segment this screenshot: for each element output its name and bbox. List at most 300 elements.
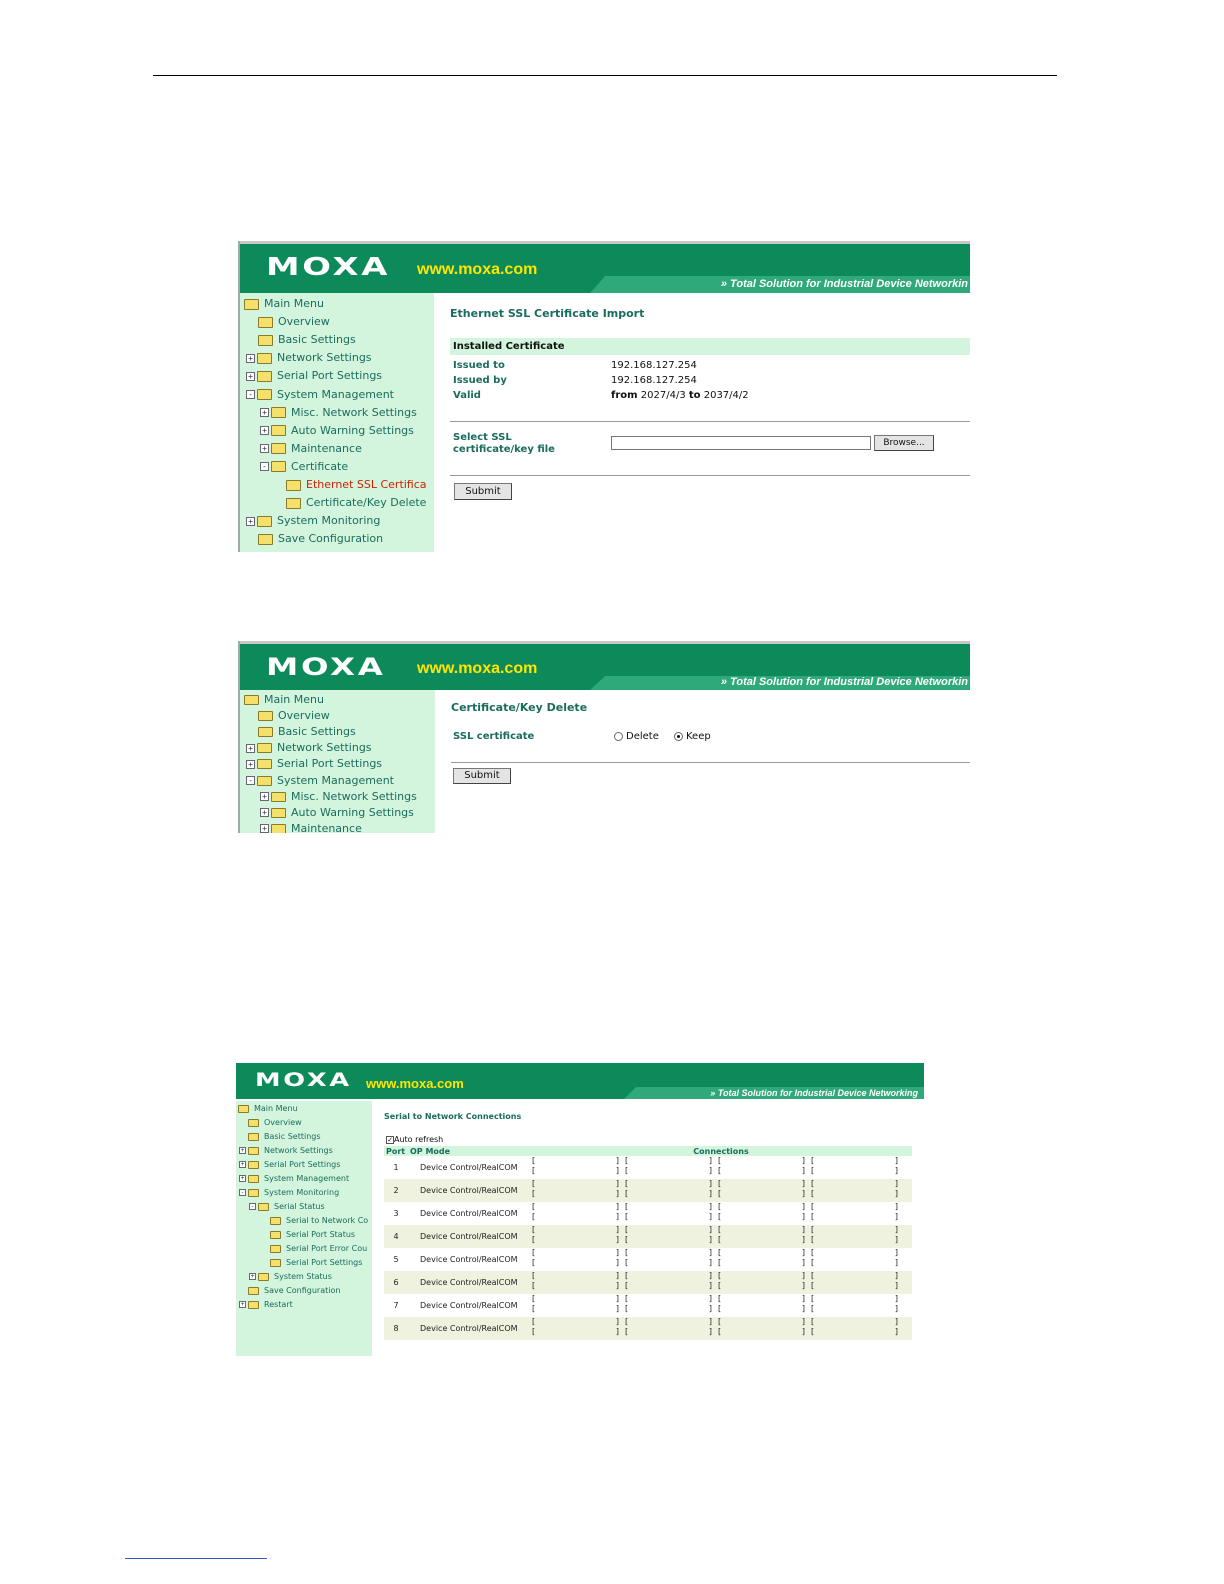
delete-option[interactable]: Delete xyxy=(614,731,659,742)
connection-slot xyxy=(811,1247,898,1258)
sidebar-item-label: Serial Port Status xyxy=(286,1230,356,1239)
op-mode-column-header: OP Mode xyxy=(408,1146,530,1156)
sidebar-item-label: System Management xyxy=(277,773,394,787)
collapse-icon[interactable]: - xyxy=(240,1189,245,1196)
connection-slot xyxy=(718,1188,805,1199)
expand-icon[interactable]: + xyxy=(246,517,255,526)
open-bracket: [ xyxy=(718,1316,722,1326)
op-mode-cell: Device Control/RealCOM xyxy=(408,1271,530,1294)
open-bracket: [ xyxy=(718,1326,722,1336)
open-bracket: [ xyxy=(532,1234,536,1244)
close-bracket: ] xyxy=(894,1211,898,1221)
open-bracket: [ xyxy=(532,1316,536,1326)
installed-certificate-header: Installed Certificate xyxy=(453,341,565,352)
close-bracket: ] xyxy=(615,1234,619,1244)
folder-icon xyxy=(258,317,273,328)
open-bracket: [ xyxy=(718,1224,722,1234)
connection-slot xyxy=(532,1188,619,1199)
sidebar-item[interactable] xyxy=(258,532,383,545)
open-bracket: [ xyxy=(625,1293,629,1303)
close-bracket: ] xyxy=(801,1234,805,1244)
folder-icon xyxy=(257,516,272,527)
sidebar-item[interactable] xyxy=(239,1160,340,1169)
moxa-banner xyxy=(240,244,970,293)
expand-icon[interactable]: + xyxy=(240,1147,245,1154)
sidebar-item[interactable] xyxy=(258,725,356,738)
folder-icon xyxy=(271,792,286,802)
connection-slot xyxy=(532,1234,619,1245)
sidebar-item[interactable] xyxy=(246,741,372,754)
banner-tagline: » Total Solution for Industrial Device Networking xyxy=(710,1088,918,1098)
moxa-url: www.moxa.com xyxy=(417,660,538,677)
connection-slot xyxy=(532,1326,619,1337)
sidebar-item-label: Serial Port Settings xyxy=(286,1258,363,1267)
sidebar-item-label: System Monitoring xyxy=(264,1188,340,1197)
sidebar-item-label: Serial Port Settings xyxy=(277,757,383,771)
sidebar-item[interactable] xyxy=(244,297,324,310)
open-bracket: [ xyxy=(625,1326,629,1336)
delete-radio[interactable] xyxy=(614,732,623,741)
open-bracket: [ xyxy=(718,1188,722,1198)
close-bracket: ] xyxy=(615,1326,619,1336)
connection-slot xyxy=(811,1303,898,1314)
connection-slot xyxy=(718,1178,805,1189)
close-bracket: ] xyxy=(801,1211,805,1221)
open-bracket: [ xyxy=(811,1234,815,1244)
sidebar-item[interactable] xyxy=(246,757,382,770)
connection-slot xyxy=(625,1303,712,1314)
expand-icon[interactable]: + xyxy=(260,808,269,817)
sidebar-item-label: Ethernet SSL Certifica xyxy=(306,478,427,491)
folder-icon xyxy=(258,727,273,737)
valid-value: from 2027/4/3 to 2037/4/2 xyxy=(611,390,749,401)
connection-slot xyxy=(718,1211,805,1222)
close-bracket: ] xyxy=(615,1247,619,1257)
sidebar-item[interactable] xyxy=(239,1174,349,1183)
folder-icon xyxy=(248,1287,259,1295)
sidebar-item[interactable] xyxy=(286,478,427,491)
close-bracket: ] xyxy=(708,1270,712,1280)
close-bracket: ] xyxy=(708,1247,712,1257)
sidebar-item[interactable] xyxy=(248,1132,321,1141)
open-bracket: [ xyxy=(532,1211,536,1221)
sidebar-item-label: System Management xyxy=(277,387,394,401)
close-bracket: ] xyxy=(894,1326,898,1336)
port-cell: 1 xyxy=(384,1156,408,1179)
expand-icon[interactable]: + xyxy=(246,354,255,363)
moxa-logo: MOXA xyxy=(266,653,386,681)
open-bracket: [ xyxy=(718,1155,722,1165)
close-bracket: ] xyxy=(801,1165,805,1175)
open-bracket: [ xyxy=(625,1303,629,1313)
sidebar-item-label: Serial Port Settings xyxy=(264,1160,341,1169)
sidebar-item[interactable] xyxy=(260,460,348,473)
folder-icon xyxy=(271,425,286,436)
sidebar-item-label: Serial to Network Co xyxy=(286,1216,369,1225)
page-title: Certificate/Key Delete xyxy=(451,701,588,714)
close-bracket: ] xyxy=(894,1293,898,1303)
sidebar-item-label: Basic Settings xyxy=(278,725,356,739)
sidebar-item[interactable] xyxy=(270,1244,367,1253)
close-bracket: ] xyxy=(615,1270,619,1280)
open-bracket: [ xyxy=(625,1178,629,1188)
open-bracket: [ xyxy=(532,1188,536,1198)
connection-slot xyxy=(625,1165,712,1176)
connection-slot xyxy=(811,1178,898,1189)
open-bracket: [ xyxy=(532,1270,536,1280)
sidebar-item[interactable] xyxy=(260,424,414,437)
open-bracket: [ xyxy=(718,1247,722,1257)
close-bracket: ] xyxy=(708,1155,712,1165)
collapse-icon[interactable]: - xyxy=(246,390,255,399)
open-bracket: [ xyxy=(532,1326,536,1336)
footer-link-underline xyxy=(125,1558,267,1559)
open-bracket: [ xyxy=(625,1270,629,1280)
select-ssl-label-line1: Select SSL xyxy=(453,432,512,443)
expand-icon[interactable]: + xyxy=(240,1301,245,1308)
open-bracket: [ xyxy=(718,1165,722,1175)
connection-slot xyxy=(625,1188,712,1199)
close-bracket: ] xyxy=(708,1188,712,1198)
expand-icon[interactable]: + xyxy=(246,760,255,769)
sidebar-item[interactable] xyxy=(239,1146,333,1155)
open-bracket: [ xyxy=(718,1257,722,1267)
divider xyxy=(451,762,970,763)
open-bracket: [ xyxy=(811,1188,815,1198)
sidebar-item-label: System Management xyxy=(264,1174,350,1183)
main-content xyxy=(436,293,970,552)
sidebar-item-label: Main Menu xyxy=(254,1104,298,1113)
sidebar-item[interactable] xyxy=(249,1202,325,1211)
table-row xyxy=(384,1248,912,1271)
sidebar-item[interactable] xyxy=(246,388,394,401)
open-bracket: [ xyxy=(718,1201,722,1211)
valid-label: Valid xyxy=(453,390,481,401)
folder-icon xyxy=(257,776,272,786)
sidebar-item-label: Network Settings xyxy=(277,351,372,365)
connection-slot xyxy=(811,1326,898,1337)
close-bracket: ] xyxy=(615,1211,619,1221)
connection-slot xyxy=(625,1316,712,1327)
open-bracket: [ xyxy=(811,1280,815,1290)
connection-slot xyxy=(718,1293,805,1304)
folder-icon xyxy=(244,695,259,705)
expand-icon[interactable]: + xyxy=(260,792,269,801)
expand-icon[interactable]: + xyxy=(260,408,269,417)
close-bracket: ] xyxy=(894,1270,898,1280)
ssl-certificate-import-screenshot xyxy=(238,241,970,552)
sidebar-item[interactable] xyxy=(246,774,394,787)
open-bracket: [ xyxy=(532,1178,536,1188)
open-bracket: [ xyxy=(532,1257,536,1267)
connection-slot xyxy=(718,1247,805,1258)
connection-slot xyxy=(811,1316,898,1327)
expand-icon[interactable]: + xyxy=(240,1161,245,1168)
connection-slot xyxy=(811,1234,898,1245)
moxa-logo: MOXA xyxy=(266,252,391,281)
sidebar-menu xyxy=(236,1101,372,1356)
moxa-url: www.moxa.com xyxy=(366,1076,464,1091)
submit-button[interactable]: Submit xyxy=(453,768,511,784)
close-bracket: ] xyxy=(615,1178,619,1188)
close-bracket: ] xyxy=(894,1316,898,1326)
close-bracket: ] xyxy=(615,1316,619,1326)
connection-slot xyxy=(532,1247,619,1258)
op-mode-cell: Device Control/RealCOM xyxy=(408,1156,530,1179)
close-bracket: ] xyxy=(894,1234,898,1244)
folder-icon xyxy=(270,1259,281,1267)
close-bracket: ] xyxy=(708,1178,712,1188)
folder-icon xyxy=(271,443,286,454)
browse-button[interactable]: Browse... xyxy=(874,435,934,451)
sidebar-item-label: Overview xyxy=(278,709,330,723)
close-bracket: ] xyxy=(801,1326,805,1336)
open-bracket: [ xyxy=(811,1247,815,1257)
sidebar-item[interactable] xyxy=(248,1286,340,1295)
sidebar-item[interactable] xyxy=(246,514,380,527)
open-bracket: [ xyxy=(718,1211,722,1221)
folder-icon xyxy=(248,1301,259,1309)
open-bracket: [ xyxy=(625,1155,629,1165)
op-mode-cell: Device Control/RealCOM xyxy=(408,1317,530,1340)
sidebar-item[interactable] xyxy=(244,693,324,706)
close-bracket: ] xyxy=(615,1293,619,1303)
open-bracket: [ xyxy=(718,1270,722,1280)
connections-column-header: Connections xyxy=(530,1146,912,1156)
sidebar-menu xyxy=(240,293,434,552)
auto-refresh-checkbox[interactable]: ✓ xyxy=(387,1135,393,1144)
connection-slot xyxy=(718,1257,805,1268)
sidebar-item[interactable] xyxy=(246,369,382,382)
connection-slot xyxy=(811,1270,898,1281)
close-bracket: ] xyxy=(615,1224,619,1234)
collapse-icon[interactable]: - xyxy=(246,776,255,785)
port-column-header: Port xyxy=(384,1146,408,1156)
sidebar-item[interactable] xyxy=(246,351,372,364)
folder-icon xyxy=(248,1189,259,1197)
sidebar-item[interactable] xyxy=(258,709,330,722)
sidebar-item-label: Maintenance xyxy=(291,821,362,833)
open-bracket: [ xyxy=(718,1234,722,1244)
folder-icon xyxy=(270,1231,281,1239)
folder-icon xyxy=(248,1119,259,1127)
sidebar-item[interactable] xyxy=(270,1216,368,1225)
open-bracket: [ xyxy=(532,1165,536,1175)
open-bracket: [ xyxy=(532,1155,536,1165)
op-mode-cell: Device Control/RealCOM xyxy=(408,1202,530,1225)
expand-icon[interactable]: + xyxy=(246,372,255,381)
op-mode-cell: Device Control/RealCOM xyxy=(408,1248,530,1271)
connection-slot xyxy=(718,1224,805,1235)
open-bracket: [ xyxy=(625,1280,629,1290)
connection-slot xyxy=(811,1257,898,1268)
close-bracket: ] xyxy=(708,1165,712,1175)
open-bracket: [ xyxy=(625,1165,629,1175)
folder-icon xyxy=(248,1133,259,1141)
close-bracket: ] xyxy=(801,1257,805,1267)
select-ssl-label-line2: certificate/key file xyxy=(453,444,555,455)
connection-slot xyxy=(532,1303,619,1314)
sidebar-item-label: Auto Warning Settings xyxy=(291,423,414,437)
open-bracket: [ xyxy=(532,1201,536,1211)
sidebar-item[interactable] xyxy=(260,806,414,819)
close-bracket: ] xyxy=(801,1270,805,1280)
folder-icon xyxy=(286,480,301,491)
sidebar-item-label: Auto Warning Settings xyxy=(291,805,414,819)
close-bracket: ] xyxy=(894,1201,898,1211)
close-bracket: ] xyxy=(894,1188,898,1198)
port-cell: 2 xyxy=(384,1179,408,1202)
sidebar-item-label: Serial Port Error Cou xyxy=(286,1244,368,1253)
table-row xyxy=(384,1225,912,1248)
moxa-logo: MOXA xyxy=(255,1069,352,1091)
sidebar-item-label: Basic Settings xyxy=(278,333,356,347)
open-bracket: [ xyxy=(625,1224,629,1234)
connection-slot xyxy=(811,1165,898,1176)
open-bracket: [ xyxy=(532,1280,536,1290)
connection-slot xyxy=(532,1270,619,1281)
op-mode-cell: Device Control/RealCOM xyxy=(408,1294,530,1317)
sidebar-item[interactable] xyxy=(239,1300,293,1309)
connection-slot xyxy=(811,1211,898,1222)
ssl-certificate-label: SSL certificate xyxy=(453,731,535,742)
close-bracket: ] xyxy=(894,1257,898,1267)
certificate-file-input[interactable] xyxy=(611,436,871,450)
table-row xyxy=(384,1179,912,1202)
folder-icon xyxy=(258,1273,269,1281)
sidebar-item-label: System Status xyxy=(274,1272,332,1281)
table-row xyxy=(384,1202,912,1225)
expand-icon[interactable]: + xyxy=(260,426,269,435)
close-bracket: ] xyxy=(615,1165,619,1175)
auto-refresh-option[interactable]: ✓Auto refresh xyxy=(387,1135,444,1144)
connection-slot xyxy=(532,1316,619,1327)
expand-icon[interactable]: + xyxy=(250,1273,255,1280)
port-cell: 8 xyxy=(384,1317,408,1340)
connections-table xyxy=(384,1146,912,1340)
open-bracket: [ xyxy=(811,1201,815,1211)
sidebar-item[interactable] xyxy=(270,1230,355,1239)
folder-icon xyxy=(257,389,272,400)
sidebar-item[interactable] xyxy=(260,442,362,455)
open-bracket: [ xyxy=(811,1316,815,1326)
sidebar-item-label: Network Settings xyxy=(264,1146,333,1155)
connections-cell xyxy=(530,1225,912,1248)
keep-radio[interactable] xyxy=(674,732,683,741)
open-bracket: [ xyxy=(532,1224,536,1234)
folder-icon xyxy=(258,1203,269,1211)
sidebar-item[interactable] xyxy=(286,496,426,509)
open-bracket: [ xyxy=(532,1303,536,1313)
close-bracket: ] xyxy=(708,1303,712,1313)
open-bracket: [ xyxy=(718,1293,722,1303)
sidebar-item-label: Save Configuration xyxy=(264,1286,341,1295)
sidebar-item[interactable] xyxy=(260,822,362,833)
sidebar-item[interactable] xyxy=(258,333,356,346)
open-bracket: [ xyxy=(811,1257,815,1267)
connection-slot xyxy=(625,1155,712,1166)
folder-icon xyxy=(271,808,286,818)
issued-to-value: 192.168.127.254 xyxy=(611,360,697,371)
sidebar-item[interactable] xyxy=(260,406,417,419)
connection-slot xyxy=(718,1316,805,1327)
connections-cell xyxy=(530,1179,912,1202)
expand-icon[interactable]: + xyxy=(260,444,269,453)
sidebar-item-label: Maintenance xyxy=(291,441,362,455)
sidebar-item[interactable] xyxy=(260,790,417,803)
expand-icon[interactable]: + xyxy=(246,744,255,753)
close-bracket: ] xyxy=(615,1280,619,1290)
connection-slot xyxy=(811,1293,898,1304)
connection-slot xyxy=(532,1224,619,1235)
connection-slot xyxy=(718,1201,805,1212)
folder-icon xyxy=(248,1161,259,1169)
expand-icon[interactable]: + xyxy=(260,824,269,833)
close-bracket: ] xyxy=(894,1247,898,1257)
close-bracket: ] xyxy=(894,1178,898,1188)
folder-icon xyxy=(270,1245,281,1253)
sidebar-item[interactable] xyxy=(248,1118,302,1127)
sidebar-item[interactable] xyxy=(249,1272,332,1281)
connection-slot xyxy=(625,1201,712,1212)
expand-icon[interactable]: + xyxy=(240,1175,245,1182)
sidebar-item[interactable] xyxy=(238,1104,298,1113)
folder-icon xyxy=(257,743,272,753)
connection-slot xyxy=(532,1155,619,1166)
certificate-key-delete-screenshot xyxy=(238,641,970,833)
connection-slot xyxy=(625,1247,712,1258)
sidebar-item-label: Overview xyxy=(264,1118,302,1127)
sidebar-item[interactable] xyxy=(270,1258,362,1267)
collapse-icon[interactable]: - xyxy=(260,462,269,471)
folder-icon xyxy=(248,1175,259,1183)
sidebar-item-label: Certificate/Key Delete xyxy=(306,496,427,510)
open-bracket: [ xyxy=(625,1247,629,1257)
port-cell: 6 xyxy=(384,1271,408,1294)
close-bracket: ] xyxy=(894,1280,898,1290)
close-bracket: ] xyxy=(801,1293,805,1303)
close-bracket: ] xyxy=(708,1257,712,1267)
table-row xyxy=(384,1294,912,1317)
submit-button[interactable]: Submit xyxy=(454,483,512,500)
sidebar-item-label: Serial Status xyxy=(274,1202,325,1211)
connection-slot xyxy=(532,1280,619,1291)
main-content xyxy=(437,690,970,833)
close-bracket: ] xyxy=(894,1303,898,1313)
sidebar-item[interactable] xyxy=(258,315,330,328)
connection-slot xyxy=(718,1234,805,1245)
close-bracket: ] xyxy=(708,1316,712,1326)
connections-cell xyxy=(530,1202,912,1225)
folder-icon xyxy=(271,461,286,472)
divider xyxy=(450,421,970,422)
keep-option[interactable]: Keep xyxy=(674,731,711,742)
sidebar-item-label: Certificate xyxy=(291,459,349,473)
sidebar-item[interactable] xyxy=(239,1188,339,1197)
connection-slot xyxy=(718,1165,805,1176)
op-mode-cell: Device Control/RealCOM xyxy=(408,1179,530,1202)
connection-slot xyxy=(625,1234,712,1245)
close-bracket: ] xyxy=(708,1224,712,1234)
connection-slot xyxy=(811,1201,898,1212)
table-row xyxy=(384,1271,912,1294)
folder-icon xyxy=(258,335,273,346)
collapse-icon[interactable]: - xyxy=(250,1203,255,1210)
open-bracket: [ xyxy=(811,1211,815,1221)
close-bracket: ] xyxy=(708,1293,712,1303)
open-bracket: [ xyxy=(811,1293,815,1303)
folder-icon xyxy=(271,824,286,833)
